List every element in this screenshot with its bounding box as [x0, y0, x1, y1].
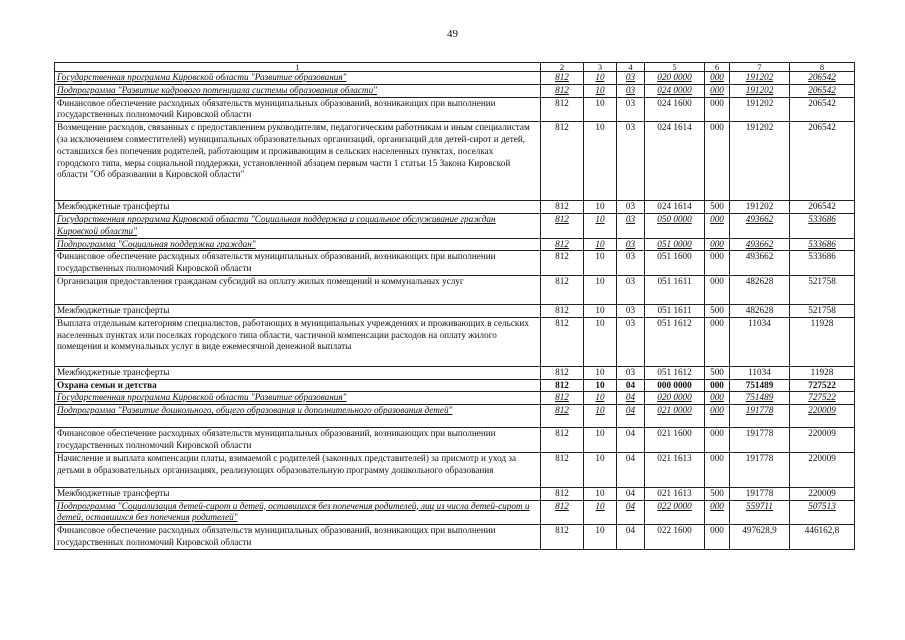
expense-type-code: 000 [705, 428, 730, 453]
target-article-code: 024 1600 [645, 97, 705, 122]
row-name: Межбюджетные трансферты [55, 366, 541, 379]
target-article-code: 050 0000 [645, 213, 705, 238]
header-cell: 8 [790, 63, 855, 72]
section-code: 10 [584, 72, 617, 85]
amount-year-1: 11034 [730, 317, 790, 366]
subsection-code: 03 [617, 213, 645, 238]
expense-type-code: 000 [705, 251, 730, 276]
row-name: Начисление и выплата компенсации платы, взимаемой с родителей (законных представителей) за присмотр и уход за детьми в образовательных организациях, реализующих образовательную программу дошкольного образования [55, 452, 541, 487]
row-name: Государственная программа Кировской области "Социальная поддержка и социальное обслуживание граждан Кировской области" [55, 213, 541, 238]
header-cell: 7 [730, 63, 790, 72]
section-code: 10 [584, 487, 617, 500]
ministry-code: 812 [541, 525, 584, 550]
ministry-code: 812 [541, 84, 584, 97]
subsection-code: 03 [617, 275, 645, 304]
amount-year-2: 727522 [790, 392, 855, 405]
table-row [55, 452, 855, 487]
table-row [55, 392, 855, 405]
expense-type-code: 500 [705, 487, 730, 500]
table-row [55, 379, 855, 392]
header-cell: 1 [55, 63, 541, 72]
table-row [55, 275, 855, 304]
table-row [55, 487, 855, 500]
subsection-code: 03 [617, 238, 645, 251]
subsection-code: 04 [617, 525, 645, 550]
row-name: Подпрограмма "Социальная поддержка граждан" [55, 238, 541, 251]
amount-year-1: 493662 [730, 238, 790, 251]
row-name: Подпрограмма "Социализация детей-сирот и детей, оставшихся без попечения родителей, лиц из числа детей-сирот и детей, оставшихся без попечения родителей" [55, 500, 541, 525]
amount-year-2: 446162,8 [790, 525, 855, 550]
ministry-code: 812 [541, 405, 584, 428]
header-cell: 3 [584, 63, 617, 72]
ministry-code: 812 [541, 500, 584, 525]
amount-year-2: 220009 [790, 405, 855, 428]
subsection-code: 04 [617, 379, 645, 392]
amount-year-1: 751489 [730, 379, 790, 392]
ministry-code: 812 [541, 317, 584, 366]
amount-year-2: 521758 [790, 275, 855, 304]
amount-year-1: 191202 [730, 84, 790, 97]
expense-type-code: 500 [705, 366, 730, 379]
row-name: Финансовое обеспечение расходных обязательств муниципальных образований, возникающих при выполнении государственных полномочий Кировской области [55, 251, 541, 276]
subsection-code: 04 [617, 487, 645, 500]
row-name: Финансовое обеспечение расходных обязательств муниципальных образований, возникающих при выполнении государственных полномочий Кировской области [55, 428, 541, 453]
ministry-code: 812 [541, 97, 584, 122]
target-article-code: 024 0000 [645, 84, 705, 97]
row-name: Межбюджетные трансферты [55, 304, 541, 317]
subsection-code: 03 [617, 201, 645, 214]
amount-year-1: 191202 [730, 122, 790, 201]
row-name: Организация предоставления гражданам субсидий на оплату жилых помещений и коммунальных услуг [55, 275, 541, 304]
subsection-code: 03 [617, 304, 645, 317]
amount-year-1: 191202 [730, 97, 790, 122]
ministry-code: 812 [541, 366, 584, 379]
target-article-code: 021 1613 [645, 452, 705, 487]
subsection-code: 03 [617, 366, 645, 379]
expense-type-code: 000 [705, 213, 730, 238]
amount-year-1: 191778 [730, 487, 790, 500]
subsection-code: 04 [617, 452, 645, 487]
amount-year-2: 727522 [790, 379, 855, 392]
table-row [55, 72, 855, 85]
amount-year-1: 191778 [730, 405, 790, 428]
header-cell: 6 [705, 63, 730, 72]
amount-year-1: 11034 [730, 366, 790, 379]
table-row [55, 251, 855, 276]
target-article-code: 020 0000 [645, 392, 705, 405]
row-name: Государственная программа Кировской области "Развитие образования" [55, 72, 541, 85]
section-code: 10 [584, 452, 617, 487]
header-row [55, 63, 855, 72]
expense-type-code: 000 [705, 525, 730, 550]
target-article-code: 022 0000 [645, 500, 705, 525]
section-code: 10 [584, 213, 617, 238]
expense-type-code: 000 [705, 405, 730, 428]
subsection-code: 03 [617, 72, 645, 85]
ministry-code: 812 [541, 452, 584, 487]
target-article-code: 024 1614 [645, 201, 705, 214]
ministry-code: 812 [541, 392, 584, 405]
table-row [55, 84, 855, 97]
header-cell: 2 [541, 63, 584, 72]
target-article-code: 051 1611 [645, 275, 705, 304]
target-article-code: 021 1600 [645, 428, 705, 453]
table-row [55, 525, 855, 550]
target-article-code: 051 0000 [645, 238, 705, 251]
section-code: 10 [584, 525, 617, 550]
table-row [55, 122, 855, 201]
section-code: 10 [584, 428, 617, 453]
table-row [55, 238, 855, 251]
amount-year-1: 191202 [730, 72, 790, 85]
table-row [55, 405, 855, 428]
ministry-code: 812 [541, 304, 584, 317]
subsection-code: 03 [617, 122, 645, 201]
subsection-code: 04 [617, 405, 645, 428]
expense-type-code: 000 [705, 452, 730, 487]
header-cell: 5 [645, 63, 705, 72]
expense-type-code: 000 [705, 275, 730, 304]
ministry-code: 812 [541, 122, 584, 201]
row-name: Межбюджетные трансферты [55, 487, 541, 500]
table-row [55, 304, 855, 317]
target-article-code: 021 0000 [645, 405, 705, 428]
target-article-code: 022 1600 [645, 525, 705, 550]
ministry-code: 812 [541, 238, 584, 251]
amount-year-2: 206542 [790, 201, 855, 214]
amount-year-1: 493662 [730, 213, 790, 238]
row-name: Финансовое обеспечение расходных обязательств муниципальных образований, возникающих при выполнении государственных полномочий Кировской области [55, 97, 541, 122]
amount-year-1: 751489 [730, 392, 790, 405]
amount-year-2: 533686 [790, 251, 855, 276]
expense-type-code: 000 [705, 500, 730, 525]
section-code: 10 [584, 84, 617, 97]
table-row [55, 201, 855, 214]
row-name: Подпрограмма "Развитие дошкольного, общего образования и дополнительного образования детей" [55, 405, 541, 428]
amount-year-1: 482628 [730, 304, 790, 317]
expense-type-code: 000 [705, 392, 730, 405]
subsection-code: 03 [617, 251, 645, 276]
page-number: 49 [447, 28, 458, 40]
amount-year-2: 220009 [790, 487, 855, 500]
ministry-code: 812 [541, 275, 584, 304]
table-row [55, 366, 855, 379]
section-code: 10 [584, 275, 617, 304]
subsection-code: 04 [617, 392, 645, 405]
section-code: 10 [584, 201, 617, 214]
row-name: Государственная программа Кировской области "Развитие образования" [55, 392, 541, 405]
section-code: 10 [584, 500, 617, 525]
expense-type-code: 000 [705, 238, 730, 251]
section-code: 10 [584, 405, 617, 428]
row-name: Охрана семьи и детства [55, 379, 541, 392]
subsection-code: 04 [617, 500, 645, 525]
row-name: Выплата отдельным категориям специалистов, работающих в муниципальных учреждениях и проживающих в сельских населенных пунктах или поселках городского типа области, частичной компенсации расходов на оплату жилого помещения и коммунальных услуг в виде ежемесячной денежной выплаты [55, 317, 541, 366]
row-name: Финансовое обеспечение расходных обязательств муниципальных образований, возникающих при выполнении государственных полномочий Кировской области [55, 525, 541, 550]
section-code: 10 [584, 238, 617, 251]
target-article-code: 000 0000 [645, 379, 705, 392]
table-row [55, 213, 855, 238]
amount-year-1: 497628,9 [730, 525, 790, 550]
expense-type-code: 000 [705, 84, 730, 97]
ministry-code: 812 [541, 487, 584, 500]
ministry-code: 812 [541, 379, 584, 392]
amount-year-2: 220009 [790, 428, 855, 453]
expense-type-code: 000 [705, 122, 730, 201]
budget-table [54, 62, 855, 550]
subsection-code: 04 [617, 428, 645, 453]
section-code: 10 [584, 379, 617, 392]
ministry-code: 812 [541, 201, 584, 214]
section-code: 10 [584, 122, 617, 201]
table-row [55, 428, 855, 453]
section-code: 10 [584, 366, 617, 379]
table-body [55, 63, 855, 550]
target-article-code: 024 1614 [645, 122, 705, 201]
section-code: 10 [584, 251, 617, 276]
target-article-code: 051 1600 [645, 251, 705, 276]
expense-type-code: 500 [705, 304, 730, 317]
target-article-code: 051 1612 [645, 366, 705, 379]
amount-year-2: 206542 [790, 122, 855, 201]
amount-year-2: 206542 [790, 72, 855, 85]
amount-year-1: 482628 [730, 275, 790, 304]
section-code: 10 [584, 304, 617, 317]
amount-year-2: 11928 [790, 366, 855, 379]
subsection-code: 03 [617, 317, 645, 366]
amount-year-2: 533686 [790, 213, 855, 238]
section-code: 10 [584, 97, 617, 122]
amount-year-1: 559711 [730, 500, 790, 525]
amount-year-2: 533686 [790, 238, 855, 251]
target-article-code: 051 1612 [645, 317, 705, 366]
target-article-code: 020 0000 [645, 72, 705, 85]
amount-year-1: 493662 [730, 251, 790, 276]
table-row [55, 97, 855, 122]
amount-year-1: 191778 [730, 452, 790, 487]
amount-year-2: 206542 [790, 97, 855, 122]
amount-year-2: 507513 [790, 500, 855, 525]
ministry-code: 812 [541, 72, 584, 85]
subsection-code: 03 [617, 84, 645, 97]
section-code: 10 [584, 317, 617, 366]
section-code: 10 [584, 392, 617, 405]
amount-year-2: 220009 [790, 452, 855, 487]
expense-type-code: 000 [705, 317, 730, 366]
expense-type-code: 500 [705, 201, 730, 214]
expense-type-code: 000 [705, 379, 730, 392]
ministry-code: 812 [541, 251, 584, 276]
row-name: Подпрограмма "Развитие кадрового потенциала системы образования области" [55, 84, 541, 97]
header-cell: 4 [617, 63, 645, 72]
subsection-code: 03 [617, 97, 645, 122]
target-article-code: 021 1613 [645, 487, 705, 500]
amount-year-2: 521758 [790, 304, 855, 317]
expense-type-code: 000 [705, 97, 730, 122]
expense-type-code: 000 [705, 72, 730, 85]
ministry-code: 812 [541, 428, 584, 453]
amount-year-1: 191778 [730, 428, 790, 453]
amount-year-2: 11928 [790, 317, 855, 366]
row-name: Возмещение расходов, связанных с предоставлением руководителям, педагогическим работникам и иным специалистам (за исключением совместителей) муниципальных образовательных организаций, организаций для детей-сирот и детей, оставшихся без попечения родителей, работающим и проживающим в сельских населенных пунктах, поселках городского типа, меры социальной поддержки, установленной абзацем первым части 1 статьи 15 Закона Кировской области "Об образовании в Кировской области" [55, 122, 541, 201]
ministry-code: 812 [541, 213, 584, 238]
amount-year-2: 206542 [790, 84, 855, 97]
row-name: Межбюджетные трансферты [55, 201, 541, 214]
table-row [55, 317, 855, 366]
table-row [55, 500, 855, 525]
target-article-code: 051 1611 [645, 304, 705, 317]
amount-year-1: 191202 [730, 201, 790, 214]
